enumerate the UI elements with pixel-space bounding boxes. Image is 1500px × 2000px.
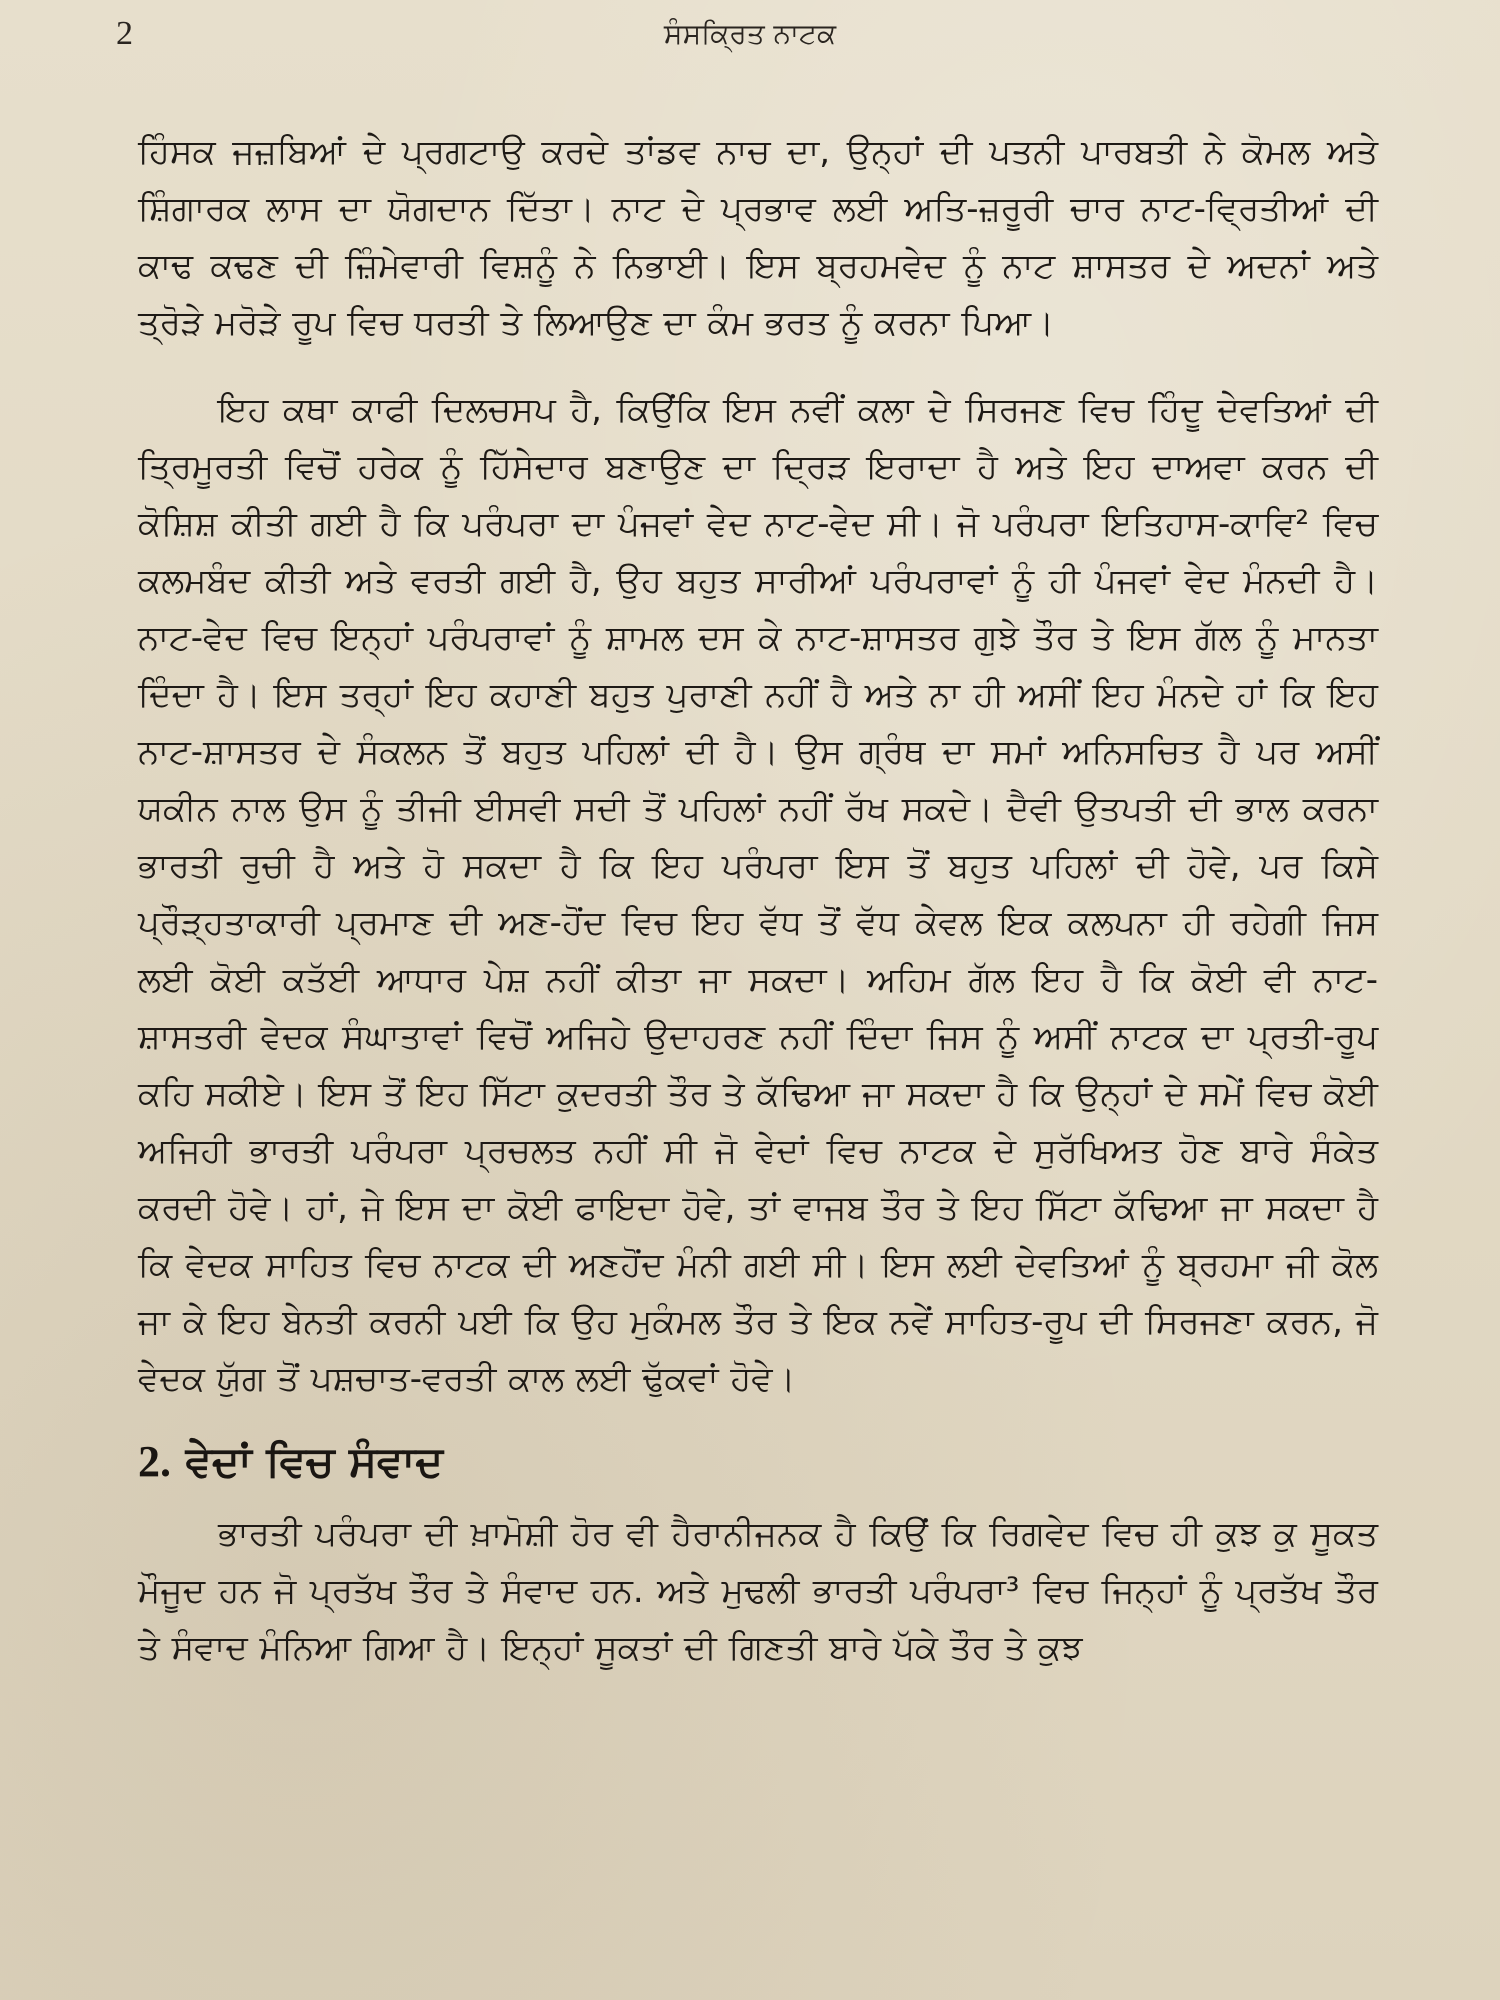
paragraph-story: ਇਹ ਕਥਾ ਕਾਫੀ ਦਿਲਚਸਪ ਹੈ, ਕਿਉਂਕਿ ਇਸ ਨਵੀਂ ਕਲਾ ਦੇ ਸਿਰਜਣ ਵਿਚ ਹਿੰਦੂ ਦੇਵਤਿਆਂ ਦੀ ਤ੍ਰਿਮੂਰਤੀ ਵਿਚੋਂ ਹਰੇਕ ਨੂੰ ਹਿੱਸੇਦਾਰ ਬਣਾਉਣ ਦਾ ਦ੍ਰਿੜ ਇਰਾਦਾ ਹੈ ਅਤੇ ਇਹ ਦਾਅਵਾ ਕਰਨ ਦੀ ਕੋਸ਼ਿਸ਼ ਕੀਤੀ ਗਈ ਹੈ ਕਿ ਪਰੰਪਰਾ ਦਾ ਪੰਜਵਾਂ ਵੇਦ ਨਾਟ-ਵੇਦ ਸੀ। ਜੋ ਪਰੰਪਰਾ ਇਤਿਹਾਸ-ਕਾਵਿ² ਵਿਚ ਕਲਮਬੰਦ ਕੀਤੀ ਅਤੇ ਵਰਤੀ ਗਈ ਹੈ, ਉਹ ਬਹੁਤ ਸਾਰੀਆਂ ਪਰੰਪਰਾਵਾਂ ਨੂੰ ਹੀ ਪੰਜਵਾਂ ਵੇਦ ਮੰਨਦੀ ਹੈ। ਨਾਟ-ਵੇਦ ਵਿਚ ਇਨ੍ਹਾਂ ਪਰੰਪਰਾਵਾਂ ਨੂੰ ਸ਼ਾਮਲ ਦਸ ਕੇ ਨਾਟ-ਸ਼ਾਸਤਰ ਗੁਝੇ ਤੌਰ ਤੇ ਇਸ ਗੱਲ ਨੂੰ ਮਾਨਤਾ ਦਿੰਦਾ ਹੈ। ਇਸ ਤਰ੍ਹਾਂ ਇਹ ਕਹਾਣੀ ਬਹੁਤ ਪੁਰਾਣੀ ਨਹੀਂ ਹੈ ਅਤੇ ਨਾ ਹੀ ਅਸੀਂ ਇਹ ਮੰਨਦੇ ਹਾਂ ਕਿ ਇਹ ਨਾਟ-ਸ਼ਾਸਤਰ ਦੇ ਸੰਕਲਨ ਤੋਂ ਬਹੁਤ ਪਹਿਲਾਂ ਦੀ ਹੈ। ਉਸ ਗ੍ਰੰਥ ਦਾ ਸਮਾਂ ਅਨਿਸਚਿਤ ਹੈ ਪਰ ਅਸੀਂ ਯਕੀਨ ਨਾਲ ਉਸ ਨੂੰ ਤੀਜੀ ਈਸਵੀ ਸਦੀ ਤੋਂ ਪਹਿਲਾਂ ਨਹੀਂ ਰੱਖ ਸਕਦੇ। ਦੈਵੀ ਉਤਪਤੀ ਦੀ ਭਾਲ ਕਰਨਾ ਭਾਰਤੀ ਰੁਚੀ ਹੈ ਅਤੇ ਹੋ ਸਕਦਾ ਹੈ ਕਿ ਇਹ ਪਰੰਪਰਾ ਇਸ ਤੋਂ ਬਹੁਤ ਪਹਿਲਾਂ ਦੀ ਹੋਵੇ, ਪਰ ਕਿਸੇ ਪ੍ਰੌੜ੍ਹਤਾਕਾਰੀ ਪ੍ਰਮਾਣ ਦੀ ਅਣ-ਹੋਂਦ ਵਿਚ ਇਹ ਵੱਧ ਤੋਂ ਵੱਧ ਕੇਵਲ ਇਕ ਕਲਪਨਾ ਹੀ ਰਹੇਗੀ ਜਿਸ ਲਈ ਕੋਈ ਕਤੱਈ ਆਧਾਰ ਪੇਸ਼ ਨਹੀਂ ਕੀਤਾ ਜਾ ਸਕਦਾ। ਅਹਿਮ ਗੱਲ ਇਹ ਹੈ ਕਿ ਕੋਈ ਵੀ ਨਾਟ-ਸ਼ਾਸਤਰੀ ਵੇਦਕ ਸੰਘਾਤਾਵਾਂ ਵਿਚੋਂ ਅਜਿਹੇ ਉਦਾਹਰਣ ਨਹੀਂ ਦਿੰਦਾ ਜਿਸ ਨੂੰ ਅਸੀਂ ਨਾਟਕ ਦਾ ਪ੍ਰਤੀ-ਰੂਪ ਕਹਿ ਸਕੀਏ। ਇਸ ਤੋਂ ਇਹ ਸਿੱਟਾ ਕੁਦਰਤੀ ਤੌਰ ਤੇ ਕੱਢਿਆ ਜਾ ਸਕਦਾ ਹੈ ਕਿ ਉਨ੍ਹਾਂ ਦੇ ਸਮੇਂ ਵਿਚ ਕੋਈ ਅਜਿਹੀ ਭਾਰਤੀ ਪਰੰਪਰਾ ਪ੍ਰਚਲਤ ਨਹੀਂ ਸੀ ਜੋ ਵੇਦਾਂ ਵਿਚ ਨਾਟਕ ਦੇ ਸੁਰੱਖਿਅਤ ਹੋਣ ਬਾਰੇ ਸੰਕੇਤ ਕਰਦੀ ਹੋਵੇ। ਹਾਂ, ਜੇ ਇਸ ਦਾ ਕੋਈ ਫਾਇਦਾ ਹੋਵੇ, ਤਾਂ ਵਾਜਬ ਤੌਰ ਤੇ ਇਹ ਸਿੱਟਾ ਕੱਢਿਆ ਜਾ ਸਕਦਾ ਹੈ ਕਿ ਵੇਦਕ ਸਾਹਿਤ ਵਿਚ ਨਾਟਕ ਦੀ ਅਣਹੋਂਦ ਮੰਨੀ ਗਈ ਸੀ। ਇਸ ਲਈ ਦੇਵਤਿਆਂ ਨੂੰ ਬ੍ਰਹਮਾ ਜੀ ਕੋਲ ਜਾ ਕੇ ਇਹ ਬੇਨਤੀ ਕਰਨੀ ਪਈ ਕਿ ਉਹ ਮੁਕੰਮਲ ਤੌਰ ਤੇ ਇਕ ਨਵੇਂ ਸਾਹਿਤ-ਰੂਪ ਦੀ ਸਿਰਜਣਾ ਕਰਨ, ਜੋ ਵੇਦਕ ਯੁੱਗ ਤੋਂ ਪਸ਼ਚਾਤ-ਵਰਤੀ ਕਾਲ ਲਈ ਢੁੱਕਵਾਂ ਹੋਵੇ। xyxy=(138,390,1378,1399)
running-title: ਸੰਸਕ੍ਰਿਤ ਨਾਟਕ xyxy=(663,17,837,50)
paragraph-continuation: ਹਿੰਸਕ ਜਜ਼ਬਿਆਂ ਦੇ ਪ੍ਰਗਟਾਉ ਕਰਦੇ ਤਾਂਡਵ ਨਾਚ ਦਾ, ਉਨ੍ਹਾਂ ਦੀ ਪਤਨੀ ਪਾਰਬਤੀ ਨੇ ਕੋਮਲ ਅਤੇ ਸ਼ਿੰਗਾਰਕ ਲਾਸ ਦਾ ਯੋਗਦਾਨ ਦਿੱਤਾ। ਨਾਟ ਦੇ ਪ੍ਰਭਾਵ ਲਈ ਅਤਿ-ਜ਼ਰੂਰੀ ਚਾਰ ਨਾਟ-ਵ੍ਰਿਤੀਆਂ ਦੀ ਕਾਢ ਕਢਣ ਦੀ ਜ਼ਿੰਮੇਵਾਰੀ ਵਿਸ਼ਨੂੰ ਨੇ ਨਿਭਾਈ। ਇਸ ਬ੍ਰਹਮਵੇਦ ਨੂੰ ਨਾਟ ਸ਼ਾਸਤਰ ਦੇ ਅਦਨਾਂ ਅਤੇ ਤ੍ਰੋੜੇ ਮਰੋੜੇ ਰੂਪ ਵਿਚ ਧਰਤੀ ਤੇ ਲਿਆਉਣ ਦਾ ਕੰਮ ਭਰਤ ਨੂੰ ਕਰਨਾ ਪਿਆ। xyxy=(138,132,1378,343)
section-title: ਵੇਦਾਂ ਵਿਚ ਸੰਵਾਦ xyxy=(185,1437,444,1486)
page-header xyxy=(0,8,1500,56)
section-heading xyxy=(138,1430,1378,1494)
paragraph-section-start: ਭਾਰਤੀ ਪਰੰਪਰਾ ਦੀ ਖ਼ਾਮੋਸ਼ੀ ਹੋਰ ਵੀ ਹੈਰਾਨੀਜਨਕ ਹੈ ਕਿਉਂ ਕਿ ਰਿਗਵੇਦ ਵਿਚ ਹੀ ਕੁਝ ਕੁ ਸੂਕਤ ਮੌਜੂਦ ਹਨ ਜੋ ਪ੍ਰਤੱਖ ਤੌਰ ਤੇ ਸੰਵਾਦ ਹਨ. ਅਤੇ ਮੁਢਲੀ ਭਾਰਤੀ ਪਰੰਪਰਾ³ ਵਿਚ ਜਿਨ੍ਹਾਂ ਨੂੰ ਪ੍ਰਤੱਖ ਤੌਰ ਤੇ ਸੰਵਾਦ ਮੰਨਿਆ ਗਿਆ ਹੈ। ਇਨ੍ਹਾਂ ਸੂਕਤਾਂ ਦੀ ਗਿਣਤੀ ਬਾਰੇ ਪੱਕੇ ਤੌਰ ਤੇ ਕੁਝ xyxy=(138,1514,1378,1668)
page-number: 2 xyxy=(116,15,133,52)
body-text xyxy=(138,124,1378,1677)
section-number: 2. xyxy=(138,1437,171,1486)
